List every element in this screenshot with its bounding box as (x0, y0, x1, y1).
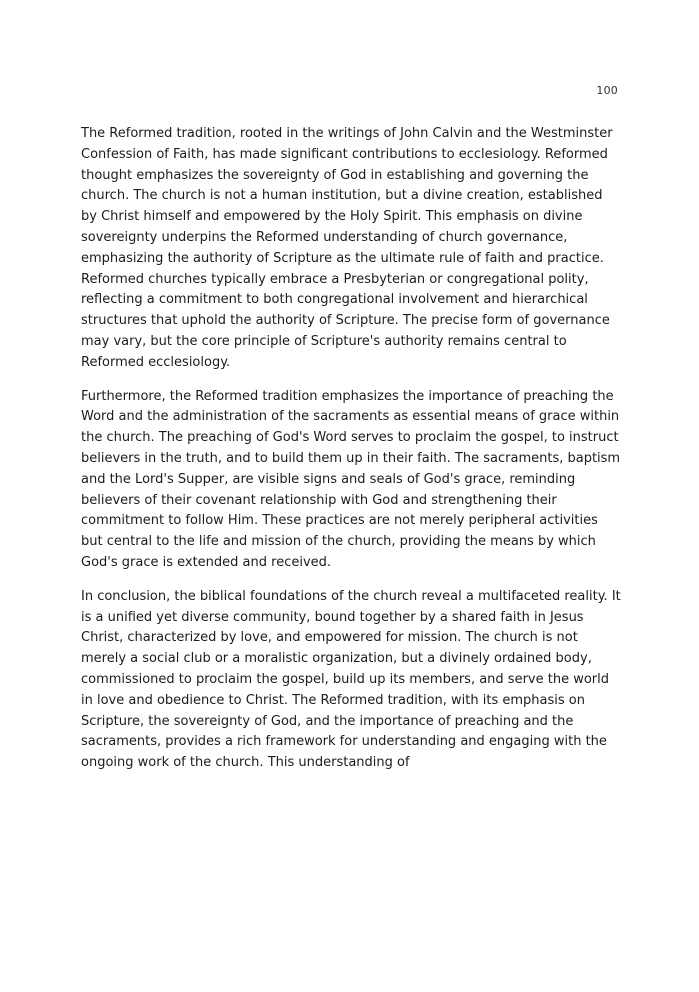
paragraph: The Reformed tradition, rooted in the writings of John Calvin and the Westminster Confession of Faith, has made significant contributions to ecclesiology. Reformed thought emphasizes the sovereignty of God in establishing and governing the church. The church is not a human institution, but a divine creation, established by Christ himself and empowered by the Holy Spirit. This emphasis on divine sovereignty underpins the Reformed understanding of church governance, emphasizing the authority of Scripture as the ultimate rule of faith and practice. Reformed churches typically embrace a Presbyterian or congregational polity, reflecting a commitment to both congregational involvement and hierarchical structures that uphold the authority of Scripture. The precise form of governance may vary, but the core principle of Scripture's authority remains central to Reformed ecclesiology. (81, 126, 613, 370)
paragraph: In conclusion, the biblical foundations of the church reveal a multifaceted reality. It is a unified yet diverse community, bound together by a shared faith in Jesus Christ, characterized by love, and empowered for mission. The church is not merely a social club or a moralistic organization, but a divinely ordained body, commissioned to proclaim the gospel, build up its members, and serve the world in love and obedience to Christ. The Reformed tradition, with its emphasis on Scripture, the sovereignty of God, and the importance of preaching and the sacraments, provides a rich framework for understanding and engaging with the ongoing work of the church. This understanding of (81, 588, 621, 771)
page-number: 100 (596, 84, 618, 97)
page-content (81, 124, 621, 787)
paragraph: Furthermore, the Reformed tradition emphasizes the importance of preaching the Word and the administration of the sacraments as essential means of grace within the church. The preaching of God's Word serves to proclaim the gospel, to instruct believers in the truth, and to build them up in their faith. The sacraments, baptism and the Lord's Supper, are visible signs and seals of God's grace, reminding believers of their covenant relationship with God and strengthening their commitment to follow Him. These practices are not merely peripheral activities but central to the life and mission of the church, providing the means by which God's grace is extended and received. (81, 388, 621, 570)
